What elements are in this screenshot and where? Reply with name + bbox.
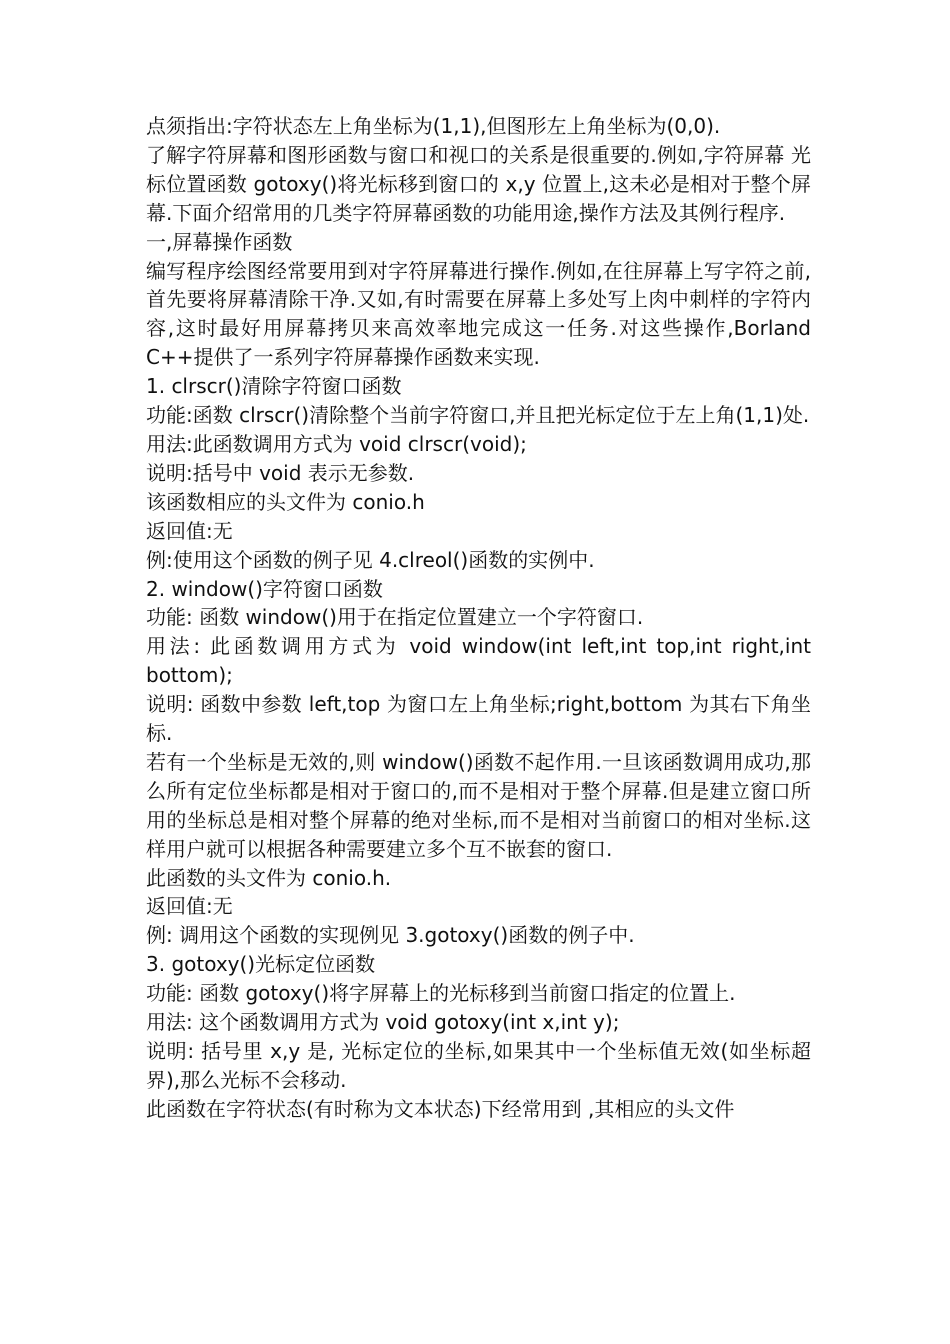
paragraph: 说明:括号中 void 表示无参数. (146, 460, 415, 485)
paragraph: 此函数在字符状态(有时称为文本状态)下经常用到 ,其相应的头文件 (146, 1096, 735, 1121)
paragraph: 此函数的头文件为 conio.h. (146, 865, 392, 890)
paragraph: 了解字符屏幕和图形函数与窗口和视口的关系是很重要的.例如,字符屏幕 光标位置函数 gotoxy()将光标移到窗口的 x,y 位置上,这未必是相对于整个屏幕.下面介绍常用的几类字符屏幕函数的功能用途,操作方法及其例行程序. (146, 142, 811, 225)
paragraph: 返回值:无 (146, 894, 233, 919)
subsection-heading: 2. window()字符窗口函数 (146, 576, 383, 601)
paragraph: 用法: 这个函数调用方式为 void gotoxy(int x,int y); (146, 1010, 620, 1035)
paragraph: 若有一个坐标是无效的,则 window()函数不起作用.一旦该函数调用成功,那么所有定位坐标都是相对于窗口的,而不是相对于整个屏幕.但是建立窗口所用的坐标总是相对整个屏幕的绝对坐标,而不是相对当前窗口的相对坐标.这样用户就可以根据各种需要建立多个互不嵌套的窗口. (146, 749, 811, 861)
paragraph: 用法: 此函数调用方式为 void window(int left,int top,int right,int bottom); (146, 634, 811, 688)
paragraph: 功能: 函数 gotoxy()将字屏幕上的光标移到当前窗口指定的位置上. (146, 981, 736, 1006)
subsection-heading: 1. clrscr()清除字符窗口函数 (146, 374, 402, 399)
section-heading: 一,屏幕操作函数 (146, 229, 293, 254)
paragraph: 用法:此函数调用方式为 void clrscr(void); (146, 431, 527, 456)
paragraph: 例: 调用这个函数的实现例见 3.gotoxy()函数的例子中. (146, 923, 635, 948)
paragraph: 例:使用这个函数的例子见 4.clreol()函数的实例中. (146, 547, 595, 572)
paragraph: 说明: 函数中参数 left,top 为窗口左上角坐标;right,bottom 为其右下角坐标. (146, 692, 811, 746)
body-text (146, 112, 811, 1124)
paragraph: 该函数相应的头文件为 conio.h (146, 489, 425, 514)
paragraph: 点须指出:字符状态左上角坐标为(1,1),但图形左上角坐标为(0,0). (146, 114, 721, 138)
paragraph: 功能: 函数 window()用于在指定位置建立一个字符窗口. (146, 605, 644, 630)
paragraph: 编写程序绘图经常要用到对字符屏幕进行操作.例如,在往屏幕上写字符之前,首先要将屏幕清除干净.又如,有时需要在屏幕上多处写上肉中刺样的字符内容,这时最好用屏幕拷贝来高效率地完成这一任务.对这些操作,Borland C++提供了一系列字符屏幕操作函数来实现. (146, 258, 811, 370)
paragraph: 返回值:无 (146, 518, 233, 543)
paragraph: 功能:函数 clrscr()清除整个当前字符窗口,并且把光标定位于左上角(1,1)处. (146, 403, 810, 428)
subsection-heading: 3. gotoxy()光标定位函数 (146, 952, 376, 977)
paragraph: 说明: 括号里 x,y 是, 光标定位的坐标,如果其中一个坐标值无效(如坐标超界),那么光标不会移动. (146, 1039, 811, 1092)
